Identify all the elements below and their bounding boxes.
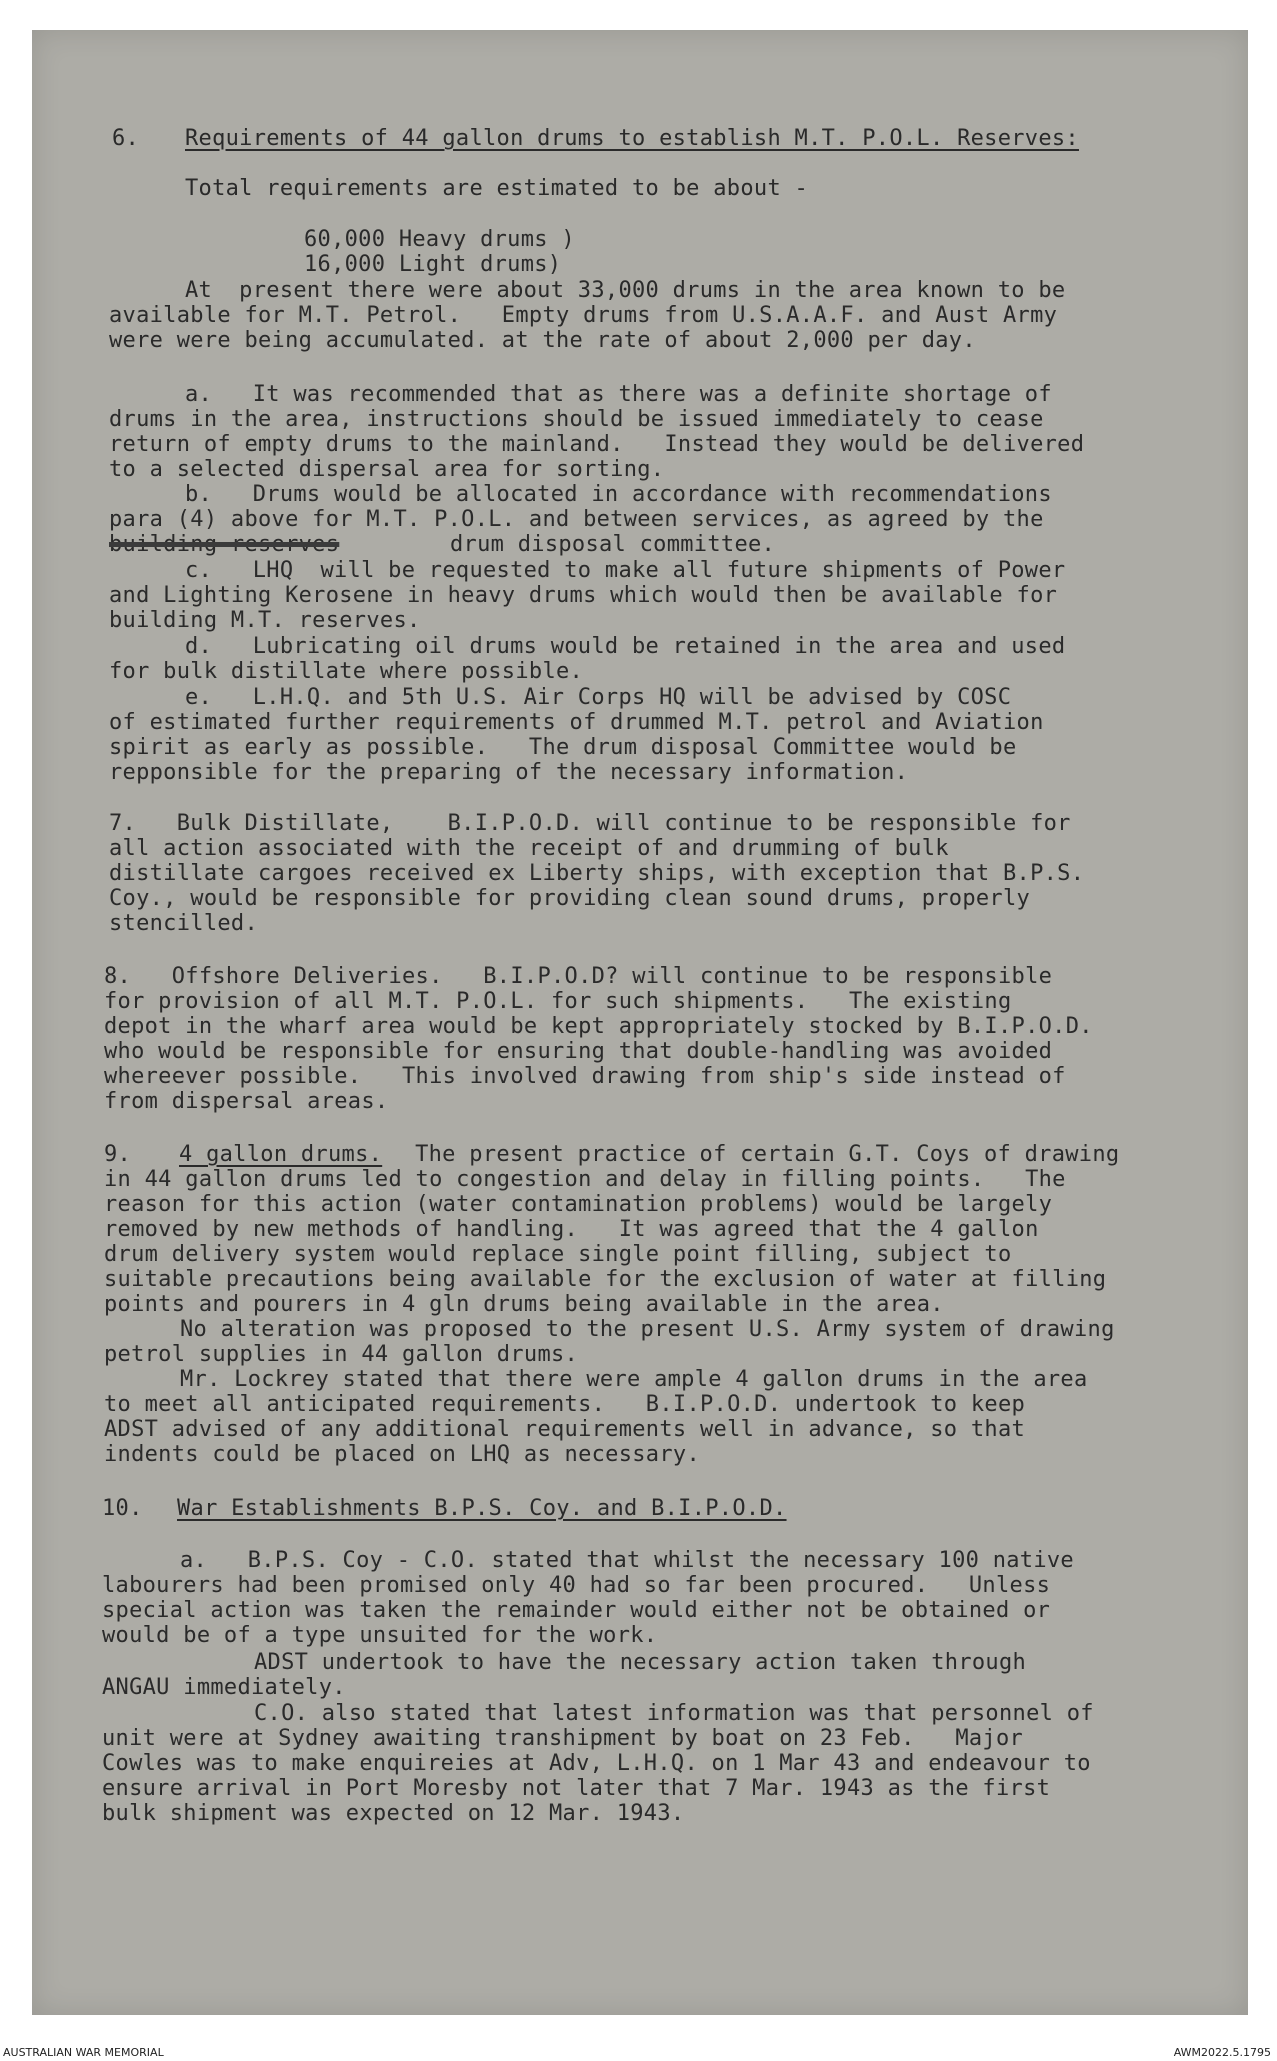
text-line: reason for this action (water contamination problems) would be largely (104, 1192, 1053, 1217)
text-line: drums in the area, instructions should be issued immediately to cease (109, 407, 1044, 432)
text-line: 60,000 Heavy drums ) (304, 227, 575, 252)
text-line: d. Lubricating oil drums would be retained in the area and used (185, 634, 1066, 659)
text-line: Mr. Lockrey stated that there were ample 4 gallon drums in the area (180, 1367, 1088, 1392)
text-line: c. LHQ will be requested to make all future shipments of Power (185, 558, 1066, 583)
text-line: drum disposal committee. (450, 532, 776, 557)
section-10-heading: War Establishments B.P.S. Coy. and B.I.P.O.D. (177, 1496, 787, 1521)
text-line: bulk shipment was expected on 12 Mar. 1943. (102, 1801, 685, 1826)
text-line: 7. Bulk Distillate, B.I.P.O.D. will continue to be responsible for (109, 811, 1071, 836)
text-line: a. It was recommended that as there was a definite shortage of (185, 382, 1052, 407)
text-line: in 44 gallon drums led to congestion and delay in filling points. The (104, 1167, 1066, 1192)
text-line: who would be responsible for ensuring that double-handling was avoided (104, 1039, 1053, 1064)
section-10-number: 10. (102, 1496, 143, 1521)
text-line: removed by new methods of handling. It was agreed that the 4 gallon (104, 1217, 1039, 1242)
text-line: all action associated with the receipt of and drumming of bulk (109, 836, 949, 861)
text-line: ensure arrival in Port Moresby not later that 7 Mar. 1943 as the first (102, 1776, 1051, 1801)
typewritten-text (32, 30, 1120, 1980)
text-line: ADST advised of any additional requirements well in advance, so that (104, 1417, 1026, 1442)
text-line: At present there were about 33,000 drums in the area known to be (185, 278, 1066, 303)
text-line: would be of a type unsuited for the work. (102, 1623, 658, 1648)
text-line: b. Drums would be allocated in accordance with recommendations (185, 482, 1052, 507)
text-line: C.O. also stated that latest information was that personnel of (254, 1701, 1094, 1726)
text-line: to a selected dispersal area for sorting. (109, 457, 665, 482)
text-line: for provision of all M.T. P.O.L. for such shipments. The existing (104, 989, 1012, 1014)
text-line: from dispersal areas. (104, 1089, 389, 1114)
text-line: No alteration was proposed to the present U.S. Army system of drawing (180, 1317, 1115, 1342)
text-line: petrol supplies in 44 gallon drums. (104, 1342, 579, 1367)
struck-out-text: building~reserves (109, 532, 340, 557)
text-line: The present practice of certain G.T. Coys of drawing (388, 1142, 1120, 1167)
section-6-heading: Requirements of 44 gallon drums to establish M.T. P.O.L. Reserves: (185, 126, 1079, 151)
text-line: ANGAU immediately. (102, 1675, 346, 1700)
text-line: labourers had been promised only 40 had so far been procured. Unless (102, 1573, 1051, 1598)
text-line: return of empty drums to the mainland. Instead they would be delivered (109, 432, 1085, 457)
text-line: to meet all anticipated requirements. B.I.P.O.D. undertook to keep (104, 1392, 1026, 1417)
text-line: special action was taken the remainder would either not be obtained or (102, 1598, 1051, 1623)
text-line: for bulk distillate where possible. (109, 659, 584, 684)
text-line: e. L.H.Q. and 5th U.S. Air Corps HQ will be advised by COSC (185, 685, 1012, 710)
document-page (32, 30, 1248, 2015)
text-line: points and pourers in 4 gln drums being available in the area. (104, 1292, 944, 1317)
footer-item-id: AWM2022.5.1795 (1173, 2046, 1271, 2059)
text-line: Coy., would be responsible for providing clean sound drums, properly (109, 886, 1031, 911)
text-line: indents could be placed on LHQ as necessary. (104, 1442, 700, 1467)
text-line: Cowles was to make enquireies at Adv, L.H.Q. on 1 Mar 43 and endeavour to (102, 1751, 1091, 1776)
text-line: spirit as early as possible. The drum disposal Committee would be (109, 735, 1017, 760)
section-6-number: 6. (112, 126, 140, 151)
text-line: building M.T. reserves. (109, 608, 421, 633)
text-line: suitable precautions being available for the exclusion of water at filling (104, 1267, 1107, 1292)
text-line: depot in the wharf area would be kept appropriately stocked by B.I.P.O.D. (104, 1014, 1093, 1039)
text-line: 16,000 Light drums) (304, 252, 562, 277)
section-9-number: 9. (104, 1142, 132, 1167)
text-line: unit were at Sydney awaiting transhipment by boat on 23 Feb. Major (102, 1726, 1024, 1751)
text-line: repponsible for the preparing of the necessary information. (109, 760, 909, 785)
text-line: and Lighting Kerosene in heavy drums which would then be available for (109, 583, 1058, 608)
text-line: a. B.P.S. Coy - C.O. stated that whilst the necessary 100 native (180, 1548, 1074, 1573)
section-9-heading: 4 gallon drums. (179, 1142, 383, 1167)
text-line: Total requirements are estimated to be about - (185, 176, 809, 201)
footer-archive-name: AUSTRALIAN WAR MEMORIAL (3, 2046, 164, 2059)
text-line: 8. Offshore Deliveries. B.I.P.O.D? will continue to be responsible (104, 964, 1053, 989)
text-line: were were being accumulated. at the rate of about 2,000 per day. (109, 328, 976, 353)
text-line: distillate cargoes received ex Liberty ships, with exception that B.P.S. (109, 861, 1085, 886)
text-line: whereever possible. This involved drawing from ship's side instead of (104, 1064, 1066, 1089)
text-line: ADST undertook to have the necessary action taken through (254, 1650, 1027, 1675)
text-line: drum delivery system would replace single point filling, subject to (104, 1242, 1012, 1267)
text-line: available for M.T. Petrol. Empty drums from U.S.A.A.F. and Aust Army (109, 303, 1058, 328)
text-line: para (4) above for M.T. P.O.L. and between services, as agreed by the (109, 507, 1044, 532)
text-line: of estimated further requirements of drummed M.T. petrol and Aviation (109, 710, 1044, 735)
text-line: stencilled. (109, 911, 258, 936)
